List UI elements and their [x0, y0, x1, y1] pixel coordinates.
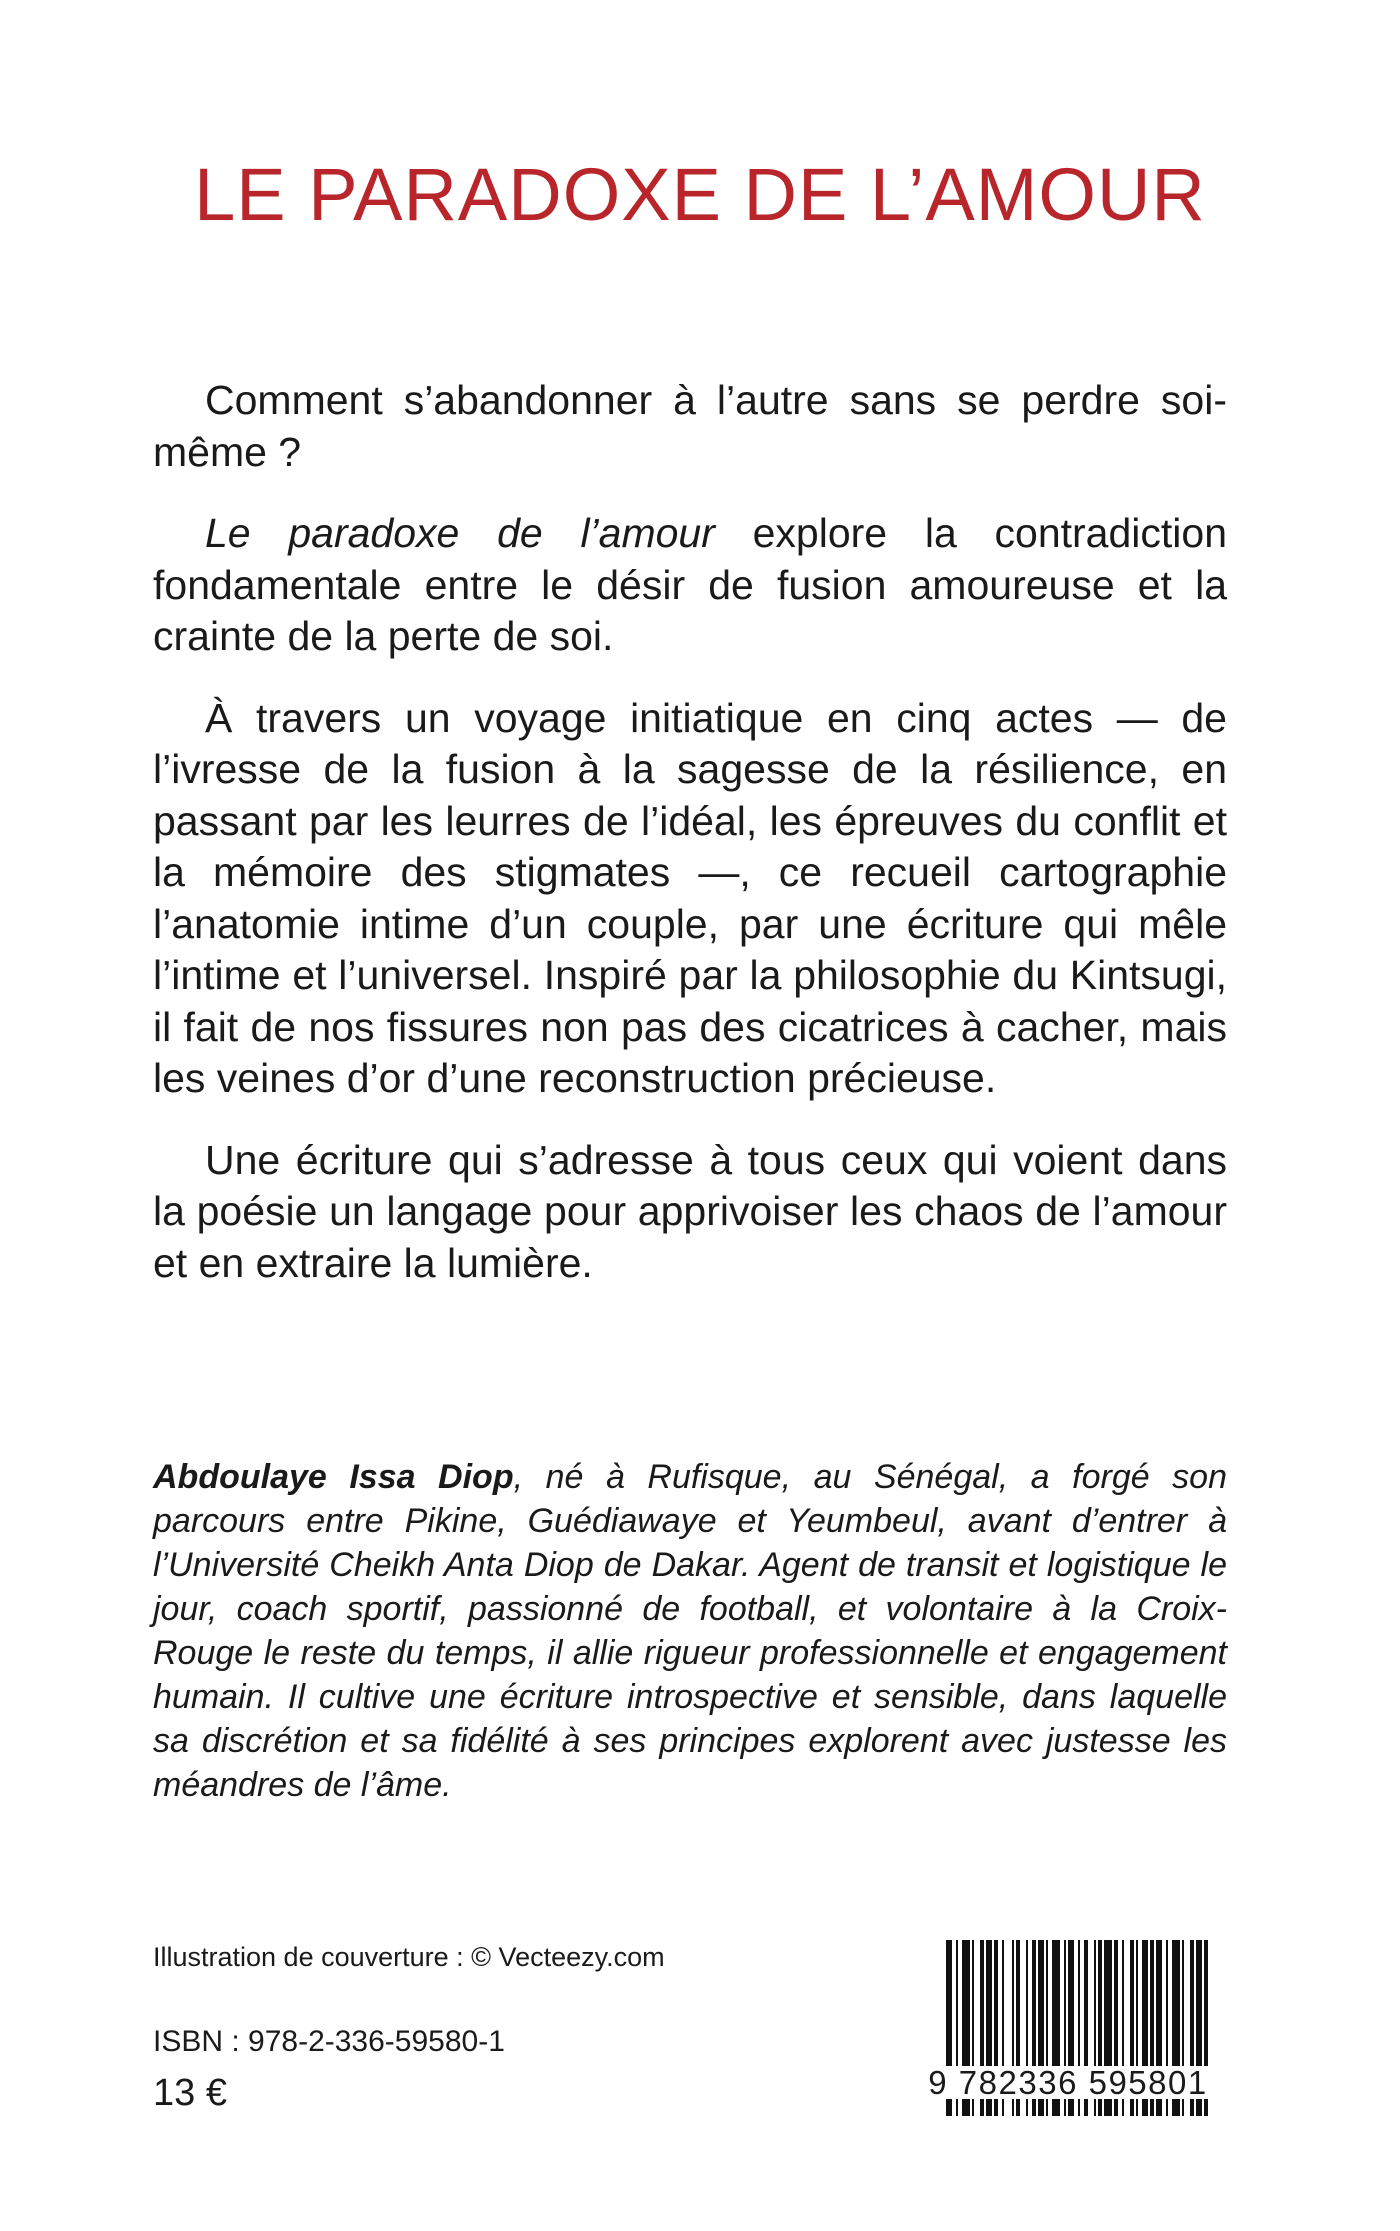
blurb-paragraph: Une écriture qui s’adresse à tous ceux qui voient dans la poésie un langage pour apprivoiser les chaos de l’amour et en extraire la lumière.	[153, 1136, 1227, 1286]
author-bio-text: , né à Rufisque, au Sénégal, a forgé son parcours entre Pikine, Guédiawaye et Yeumbeul, avant d’entrer à l’Université Cheikh Anta Diop de Dakar. Agent de transit et logistique le jour, coach sportif, passionné de football, et volontaire à la Croix-Rouge le reste du temps, il allie rigueur professionnelle et engagement humain. Il cultive une écriture introspective et sensible, dans laquelle sa discrétion et sa fidélité à ses principes explorent avec justesse les méandres de l’âme.	[153, 1458, 1227, 1804]
blurb-paragraph	[153, 508, 1227, 663]
barcode-number: 9 782336 595801	[918, 2066, 1218, 2099]
isbn: ISBN : 978-2-336-59580-1	[153, 2025, 505, 2058]
book-title-italic: Le paradoxe de l’amour	[205, 510, 715, 556]
blurb-text: explore la contradiction fondamentale entre le désir de fusion amoureuse et la crainte de la perte de soi.	[153, 510, 1227, 659]
blurb-paragraph: À travers un voyage initiatique en cinq actes — de l’ivresse de la fusion à la sagesse de la résilience, en passant par les leurres de l’idéal, les épreuves du conflit et la mémoire des stigmates —, ce recueil cartographie l’anatomie intime d’un couple, par une écriture qui mêle l’intime et l’universel. Inspiré par la philosophie du Kintsugi, il fait de nos fissures non pas des cicatrices à cacher, mais les veines d’or d’une reconstruction précieuse.	[153, 694, 1227, 1101]
back-cover-blurb	[153, 375, 1227, 1289]
cover-credit: Illustration de couverture : © Vecteezy.com	[153, 1942, 665, 1972]
author-bio	[153, 1455, 1227, 1807]
author-name: Abdoulaye Issa Diop	[153, 1458, 514, 1496]
blurb-paragraph: Comment s’abandonner à l’autre sans se perdre soi-même ?	[153, 377, 1227, 475]
price: 13 €	[153, 2072, 227, 2114]
book-title: LE PARADOXE DE L’AMOUR	[194, 153, 1206, 236]
